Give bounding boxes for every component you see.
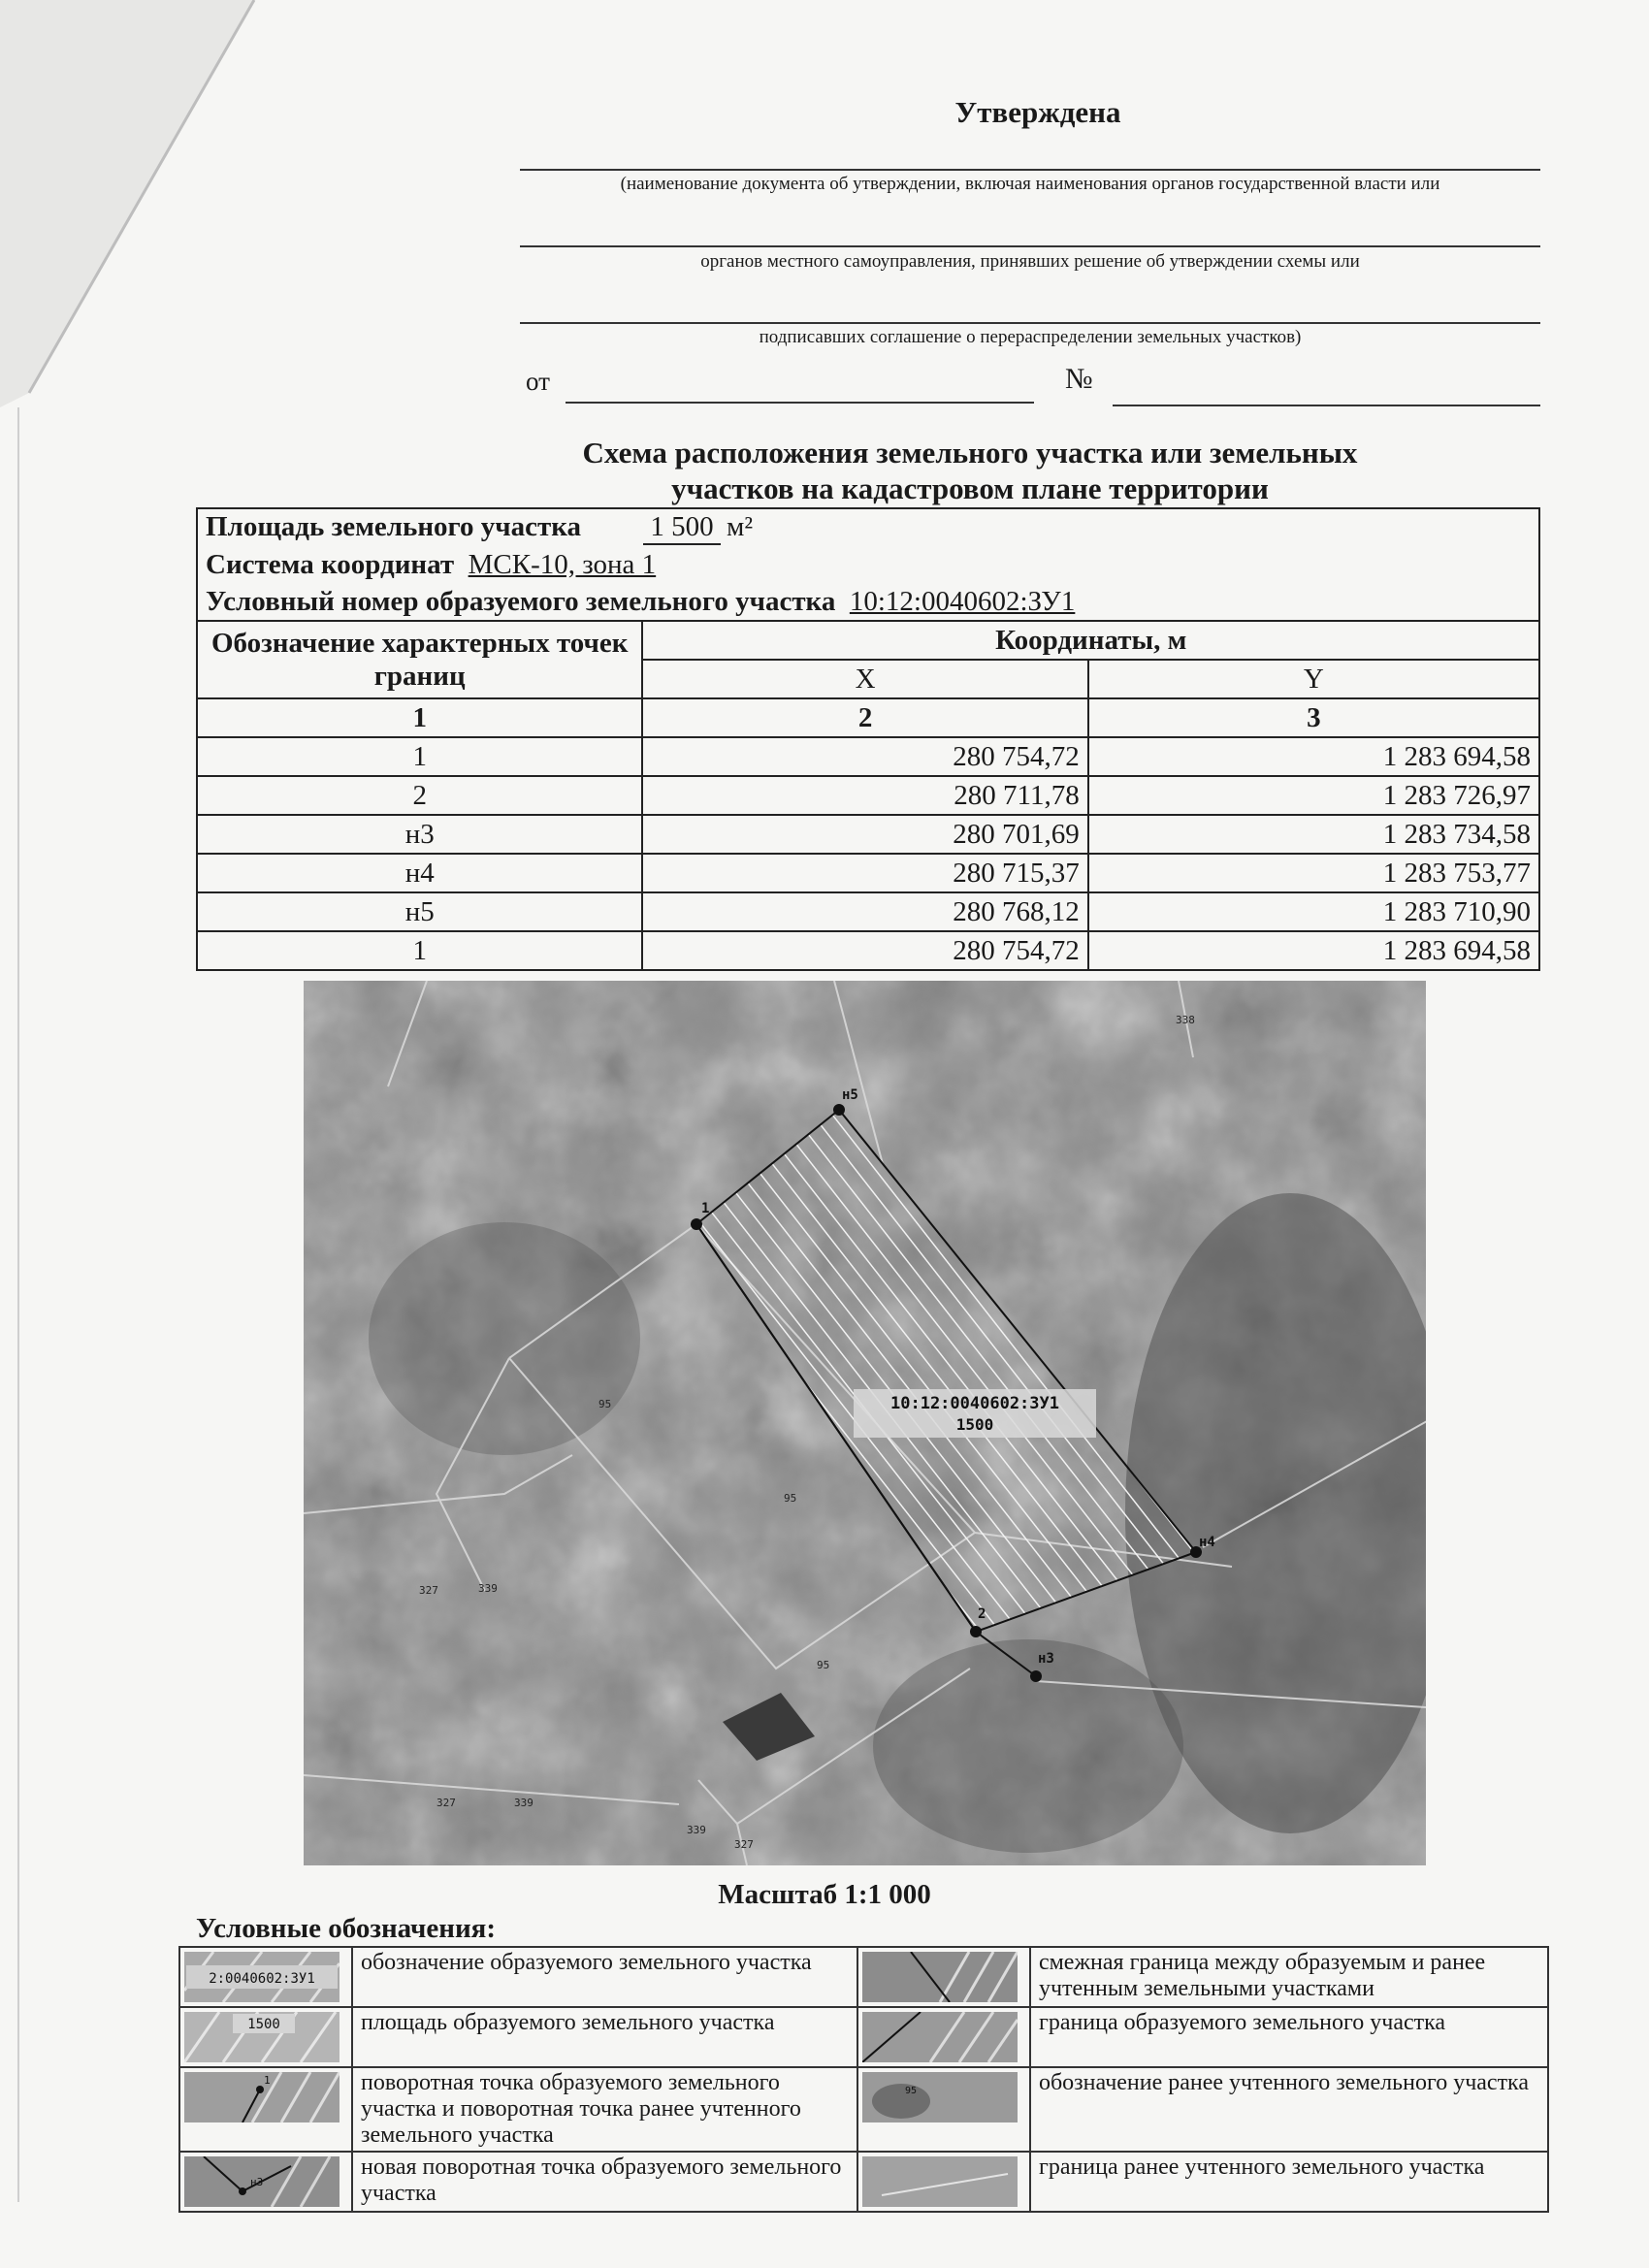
approval-caption-1: (наименование документа об утверждении, включая наименования органов государственной власти или: [620, 174, 1440, 194]
legend-swatch-boundary: [857, 2007, 1030, 2067]
parcel-area-symbol-icon: [184, 2012, 340, 2062]
folded-corner: [0, 0, 281, 407]
neighbor-label: 327: [419, 1584, 438, 1597]
area-value: 1 500: [643, 511, 721, 545]
table-row: [197, 854, 1539, 892]
point-label-2: 2: [978, 1606, 986, 1622]
point-name: 1: [197, 931, 642, 970]
date-label: от: [526, 367, 550, 396]
coord-x: 280 711,78: [642, 776, 1087, 815]
coord-x: 280 701,69: [642, 815, 1087, 854]
tree-shadow: [369, 1222, 640, 1455]
turning-point-1: [691, 1218, 702, 1230]
point-label-n4: н4: [1199, 1535, 1215, 1550]
col-number-2: 2: [642, 698, 1087, 737]
legend-swatch-new-point: [179, 2152, 352, 2212]
table-row: [197, 815, 1539, 854]
approved-heading: Утверждена: [954, 95, 1121, 129]
approval-line-3: [520, 322, 1540, 324]
neighbor-label: 95: [598, 1398, 612, 1410]
parcel-label: 10:12:0040602:ЗУ1: [890, 1394, 1059, 1413]
table-row: [197, 892, 1539, 931]
legend-text: площадь образуемого земельного участка: [352, 2007, 857, 2067]
legend-row: [179, 2152, 1548, 2212]
crs-row: [197, 546, 1539, 583]
legend-swatch-adjacent: [857, 1947, 1030, 2007]
parcel-number-value: 10:12:0040602:ЗУ1: [849, 585, 1076, 617]
neighbor-label: 95: [817, 1659, 830, 1671]
coord-x: 280 768,12: [642, 892, 1087, 931]
parcel-number-label: Условный номер образуемого земельного участка: [206, 585, 836, 617]
coord-y: 1 283 726,97: [1088, 776, 1539, 815]
coord-x: 280 715,37: [642, 854, 1087, 892]
legend-row: [179, 1947, 1548, 2007]
turning-point-2: [970, 1626, 982, 1637]
legend-swatch-point: [179, 2067, 352, 2152]
point-label-1: 1: [701, 1201, 710, 1216]
approval-line-1: [520, 169, 1540, 171]
legend-swatch-number-text: 2:0040602:ЗУ1: [209, 1971, 315, 1987]
new-point-n3: [1030, 1670, 1042, 1682]
coord-y: 1 283 694,58: [1088, 737, 1539, 776]
parcel-boundary-symbol-icon: [862, 2012, 1018, 2062]
table-row: [197, 737, 1539, 776]
point-name: 2: [197, 776, 642, 815]
legend-text: смежная граница между образуемым и ранее учтенным земельными участками: [1030, 1947, 1548, 2007]
area-label: Площадь земельного участка: [206, 510, 581, 542]
coord-x: 280 754,72: [642, 931, 1087, 970]
scheme-title-line-1: Схема расположения земельного участка или земельных: [582, 436, 1358, 470]
new-point-n5: [833, 1104, 845, 1116]
coord-y: 1 283 734,58: [1088, 815, 1539, 854]
header-coords: Координаты, м: [642, 621, 1539, 660]
neighbor-label: 327: [734, 1838, 754, 1851]
adjacent-boundary-symbol-icon: [862, 1952, 1018, 2002]
map-scale: Масштаб 1:1 000: [718, 1879, 931, 1910]
header-y: Y: [1088, 660, 1539, 698]
parcel-number-symbol-icon: [184, 1952, 340, 2002]
legend-title: Условные обозначения:: [196, 1913, 497, 1944]
coordinates-table: [196, 507, 1540, 971]
date-line: [566, 402, 1034, 404]
coord-y: 1 283 753,77: [1088, 854, 1539, 892]
scheme-title: [194, 435, 1649, 506]
header-x: X: [642, 660, 1087, 698]
legend-swatch-area-text: 1500: [247, 2017, 280, 2032]
approval-line-2: [520, 245, 1540, 247]
neighbor-label: 339: [687, 1824, 706, 1836]
col-number-3: 3: [1088, 698, 1539, 737]
parcel-number-row: [197, 583, 1539, 621]
neighbor-label: 338: [1176, 1014, 1195, 1026]
page-edge-line: [17, 407, 19, 2202]
new-point-symbol-icon: [184, 2156, 340, 2207]
point-label-n5: н5: [842, 1087, 858, 1103]
point-name: н3: [197, 815, 642, 854]
table-row: [197, 931, 1539, 970]
turning-point-symbol-icon: [184, 2072, 340, 2122]
legend-swatch-prior: [857, 2067, 1030, 2152]
legend-text: обозначение ранее учтенного земельного участка: [1030, 2067, 1548, 2152]
legend-text: граница ранее учтенного земельного участка: [1030, 2152, 1548, 2212]
parcel-area-label: 1500: [955, 1415, 994, 1434]
crs-label: Система координат: [206, 548, 455, 580]
legend-row: [179, 2007, 1548, 2067]
legend-swatch-number: [179, 1947, 352, 2007]
area-row: [197, 508, 1539, 546]
col-number-1: 1: [197, 698, 642, 737]
point-label-n3: н3: [1038, 1651, 1054, 1667]
neighbor-label: 339: [514, 1797, 534, 1809]
cadastral-map: [304, 981, 1426, 1865]
coord-y: 1 283 694,58: [1088, 931, 1539, 970]
coord-x: 280 754,72: [642, 737, 1087, 776]
legend-swatch-prior-boundary: [857, 2152, 1030, 2212]
neighbor-label: 327: [436, 1797, 456, 1809]
legend-text: новая поворотная точка образуемого земельного участка: [352, 2152, 857, 2212]
point-name: 1: [197, 737, 642, 776]
legend-table: [178, 1946, 1549, 2213]
neighbor-label: 339: [478, 1582, 498, 1595]
legend-text: обозначение образуемого земельного участка: [352, 1947, 857, 2007]
approval-caption-2: органов местного самоуправления, принявших решение об утверждении схемы или: [700, 251, 1360, 272]
scheme-title-line-2: участков на кадастровом плане территории: [671, 471, 1269, 505]
legend-text: граница образуемого земельного участка: [1030, 2007, 1548, 2067]
coord-y: 1 283 710,90: [1088, 892, 1539, 931]
legend-swatch-area: [179, 2007, 352, 2067]
point-name: н5: [197, 892, 642, 931]
number-line: [1113, 405, 1540, 406]
approval-caption-3: подписавших соглашение о перераспределении земельных участков): [759, 327, 1302, 347]
crs-value: МСК-10, зона 1: [468, 548, 657, 580]
legend-row: [179, 2067, 1548, 2152]
legend-text: поворотная точка образуемого земельного участка и поворотная точка ранее учтенного земельного участка: [352, 2067, 857, 2152]
prior-boundary-symbol-icon: [862, 2156, 1018, 2207]
neighbor-label: 95: [784, 1492, 797, 1505]
prior-parcel-symbol-icon: [862, 2072, 1018, 2122]
legend-swatch-prior-text: 95: [905, 2086, 918, 2096]
table-row: [197, 776, 1539, 815]
area-unit: м²: [726, 510, 754, 542]
header-points: Обозначение характерных точек границ: [197, 621, 642, 698]
legend-swatch-new-point-text: н3: [250, 2176, 264, 2188]
number-label: №: [1065, 363, 1093, 395]
legend-swatch-point-text: 1: [264, 2074, 271, 2087]
point-name: н4: [197, 854, 642, 892]
